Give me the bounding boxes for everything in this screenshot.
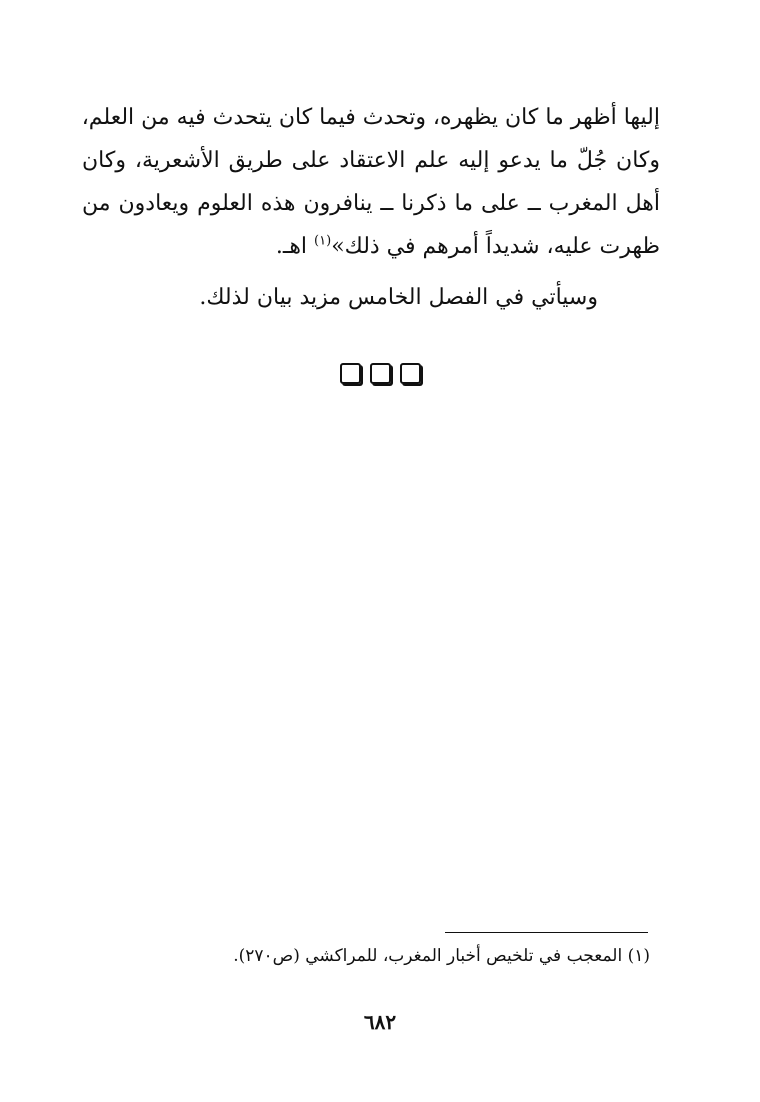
footnote-marker: (١) [314, 233, 332, 249]
page-number: ٦٨٢ [363, 1010, 397, 1034]
text-line: إليها أظهر ما كان يظهره، وتحدث فيما كان يتحدث فيه من العلم، [81, 105, 660, 130]
main-text [82, 96, 660, 319]
section-ornament [0, 363, 760, 384]
footnote [120, 944, 650, 968]
text-line: وكان جُلّ ما يدعو إليه علم الاعتقاد على طريق الأشعرية، وكان [82, 148, 660, 173]
text-line-paragraph-2: وسيأتي في الفصل الخامس مزيد بيان لذلك. [199, 285, 598, 310]
text-line: أهل المغرب ــ على ما ذكرنا ــ ينافرون هذه العلوم ويعادون من [82, 191, 660, 216]
footnote-separator [445, 932, 648, 933]
square-ornament-icon [370, 363, 391, 384]
text-line-last [82, 225, 660, 268]
square-ornament-icon [400, 363, 421, 384]
footnote-number: (١) [627, 946, 650, 966]
text-segment: ظهرت عليه، شديداً أمرهم في ذلك» [331, 234, 660, 259]
text-segment: اهـ. [275, 234, 315, 259]
square-ornament-icon [340, 363, 361, 384]
footnote-text: المعجب في تلخيص أخبار المغرب، للمراكشي (ص٢٧٠). [233, 946, 623, 966]
